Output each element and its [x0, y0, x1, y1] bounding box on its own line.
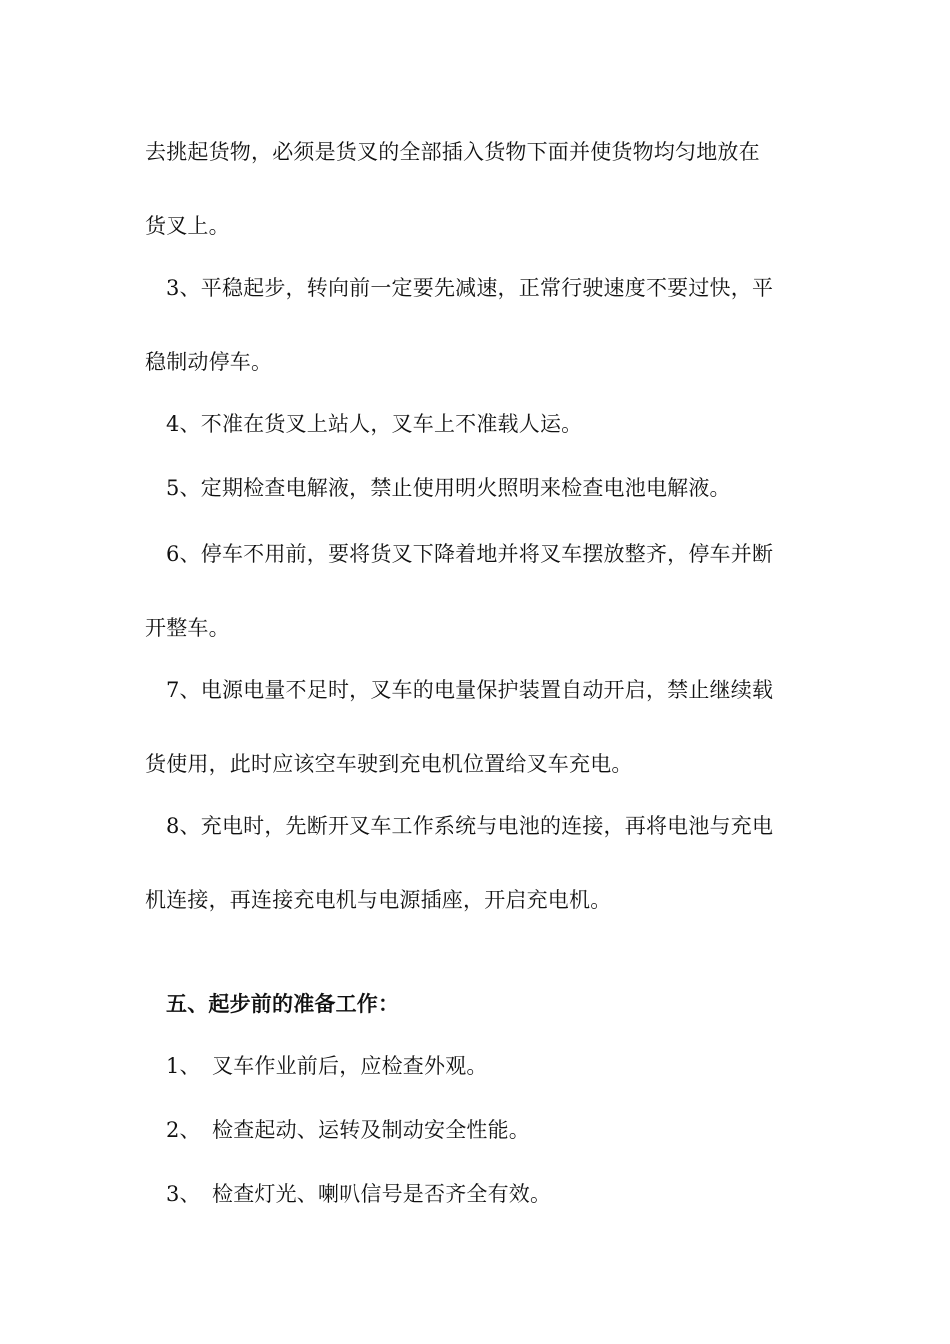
paragraph-line: 去挑起货物，必须是货叉的全部插入货物下面并使货物均匀地放在 — [145, 140, 760, 164]
checklist-number: 1、 — [166, 1054, 201, 1078]
paragraph-line: 3、平稳起步，转向前一定要先减速，正常行驶速度不要过快，平 — [166, 276, 774, 300]
checklist-text: 检查起动、运转及制动安全性能。 — [212, 1118, 530, 1142]
checklist-item — [166, 1052, 488, 1080]
paragraph-line: 6、停车不用前，要将货叉下降着地并将叉车摆放整齐，停车并断 — [166, 542, 774, 566]
checklist-item — [166, 1116, 530, 1144]
checklist-item — [166, 1180, 551, 1208]
paragraph-line: 货使用，此时应该空车驶到充电机位置给叉车充电。 — [145, 752, 633, 776]
checklist-text: 检查灯光、喇叭信号是否齐全有效。 — [212, 1182, 552, 1206]
paragraph-line: 5、定期检查电解液，禁止使用明火照明来检查电池电解液。 — [166, 476, 731, 500]
paragraph-line: 8、充电时，先断开叉车工作系统与电池的连接，再将电池与充电 — [166, 814, 774, 838]
checklist-number: 3、 — [166, 1182, 201, 1206]
section-heading: 五、起步前的准备工作： — [166, 991, 400, 1016]
paragraph-line: 货叉上。 — [145, 214, 230, 238]
paragraph-line: 机连接，再连接充电机与电源插座，开启充电机。 — [145, 888, 612, 912]
checklist-number: 2、 — [166, 1118, 201, 1142]
paragraph-line: 4、不准在货叉上站人，叉车上不准载人运。 — [166, 412, 583, 436]
paragraph-line: 开整车。 — [145, 616, 230, 640]
paragraph-line: 稳制动停车。 — [145, 350, 273, 374]
paragraph-line: 7、电源电量不足时，叉车的电量保护装置自动开启，禁止继续载 — [166, 678, 774, 702]
checklist-text: 叉车作业前后，应检查外观。 — [212, 1054, 488, 1078]
